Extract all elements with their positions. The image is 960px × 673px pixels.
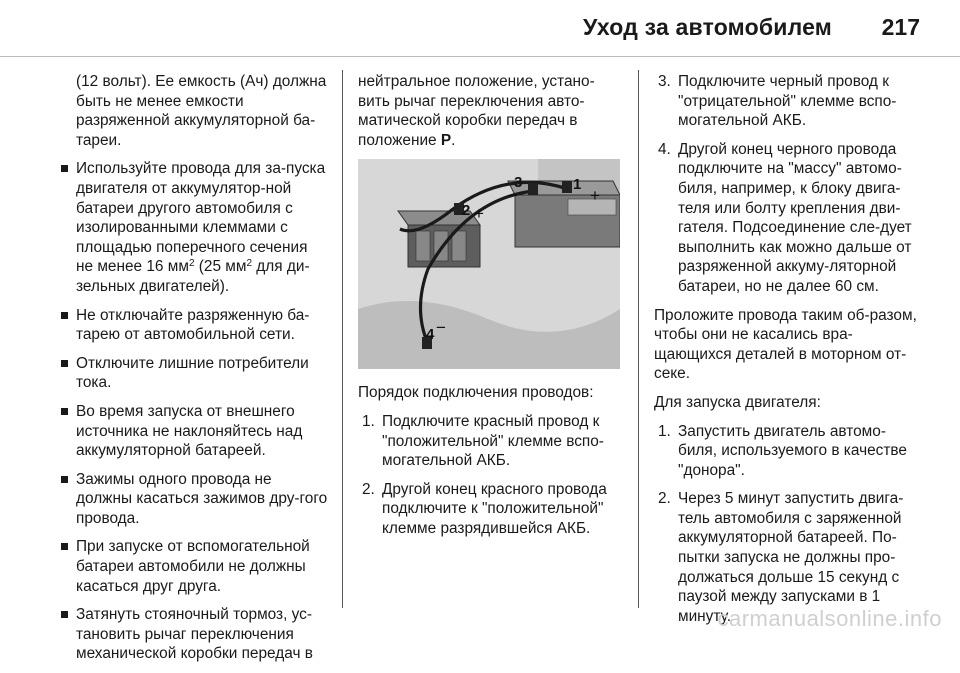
bullet-item: Во время запуска от внешнего источника не наклоняйтесь над аккумуляторной батареей. — [58, 402, 328, 461]
step-item: 1. Подключите красный провод к "положительной" клемме вспо-могательной АКБ. — [362, 412, 604, 470]
order-title: Порядок подключения проводов: — [358, 384, 594, 402]
page-title: Уход за автомобилем — [582, 14, 832, 40]
bullet-item: Отключите лишние потребители тока. — [58, 354, 328, 393]
gear-position-label: P — [440, 131, 452, 149]
routing-paragraph: Проложите провода таким об-разом, чтобы они не касались вра-щающихся деталей в моторном от-секе. — [654, 306, 917, 383]
connection-steps-list-cont — [654, 72, 924, 297]
figure-minus-3: − — [508, 186, 518, 206]
page-number: 217 — [881, 14, 920, 40]
step-item: 2. Другой конец красного провода подключите к "положительной" клемме разрядившейся АКБ. — [362, 480, 607, 537]
step-item: 3. Подключите черный провод к "отрицательной" клемме вспо-могательной АКБ. — [658, 73, 897, 130]
figure-plus-1: + — [590, 186, 600, 206]
neutral-position-paragraph: нейтральное положение, устано-вить рычаг переключения авто-матической коробки передач в положение P. — [358, 73, 595, 149]
bullet-item: Используйте провода для за-пуска двигателя от аккумулятор-ной батареи другого автомобиля с изолированными клеммами с площадью поперечного сечения не менее 16 $мм^2$ (25 $мм^2$ для ди-зельных двигателей). — [58, 159, 328, 296]
header-divider — [0, 56, 960, 57]
bullet-item: Затянуть стояночный тормоз, ус-тановить рычаг переключения механической коробки передач в — [58, 605, 328, 664]
column-1 — [58, 72, 328, 673]
column-2 — [358, 72, 626, 548]
bullet-list — [58, 159, 328, 664]
column-divider-2 — [638, 70, 639, 608]
column-3 — [654, 72, 924, 635]
figure-label-3: 3 — [514, 174, 523, 192]
figure-minus-4: − — [436, 318, 446, 338]
step-item: 1. Запустить двигатель автомо-биля, используемого в качестве "донора". — [658, 422, 907, 479]
bullet-item: Зажимы одного провода не должны касаться зажимов дру-гого провода. — [58, 470, 328, 529]
bullet-item: Не отключайте разряженную ба-тарею от автомобильной сети. — [58, 306, 328, 345]
start-title: Для запуска двигателя: — [654, 393, 821, 411]
figure-label-2: 2 — [462, 202, 471, 220]
step-item: 2. Через 5 минут запустить двига-тель автомобиля с заряженной аккумуляторной батареей. По-пытки запуска не должны про-должаться дольше 15 секунд с паузой между запусками в 1 минуту. — [658, 490, 904, 625]
jump-start-illustration — [358, 159, 620, 369]
column-divider-1 — [342, 70, 343, 608]
figure-label-1: 1 — [573, 176, 582, 194]
figure-plus-2: + — [474, 204, 484, 224]
continued-paragraph: (12 вольт). Ее емкость (Ач) должна быть не менее емкости разряженной аккумуляторной ба-тареи. — [76, 73, 327, 149]
watermark: carmanualsonline.info — [717, 606, 942, 631]
start-steps-list — [654, 422, 924, 627]
connection-steps-list — [358, 412, 626, 539]
bullet-item: При запуске от вспомогательной батареи автомобили не должны касаться друг друга. — [58, 537, 328, 596]
engine-bay-illustration — [358, 159, 620, 369]
step-item: 4. Другой конец черного провода подключите на "массу" автомо-биля, например, к блоку двига-теля или болту крепления дви-гателя. Подсоединение сле-дует выполнить как можно дальше от разряженной аккуму-ляторной батареи, но не далее 60 см. — [658, 140, 912, 295]
figure-label-4: 4 — [426, 326, 435, 344]
page-header — [0, 0, 960, 62]
